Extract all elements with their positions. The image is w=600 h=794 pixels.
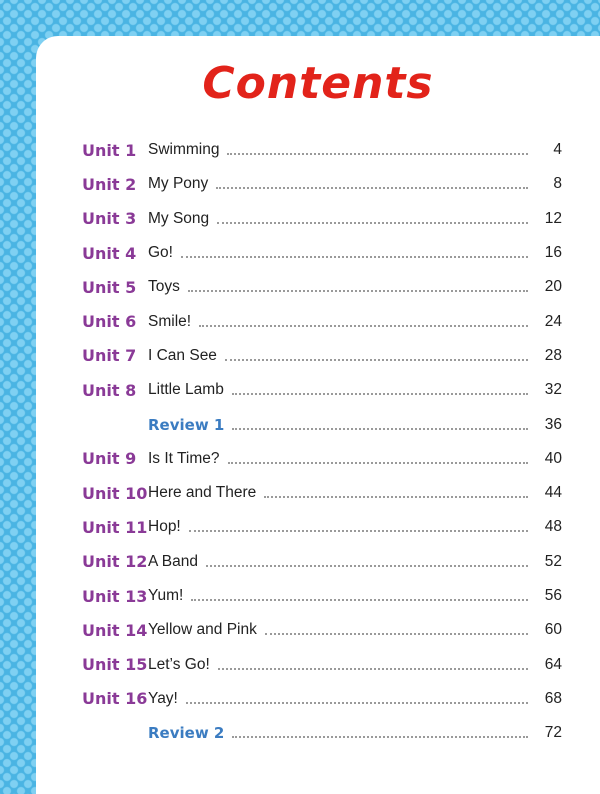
unit-title: My Song bbox=[148, 209, 210, 227]
page-number: 40 bbox=[544, 449, 562, 467]
unit-title: Yellow and Pink bbox=[148, 621, 257, 639]
dot-leader bbox=[228, 462, 529, 464]
unit-title: Toys bbox=[148, 278, 180, 296]
page-number: 72 bbox=[544, 724, 562, 742]
unit-title: Yum! bbox=[148, 587, 184, 604]
toc-entry bbox=[82, 304, 562, 338]
unit-label: Unit 15 bbox=[82, 655, 148, 675]
unit-title: Smile! bbox=[148, 312, 192, 330]
page-title: Contents bbox=[202, 58, 434, 109]
dot-leader bbox=[232, 736, 528, 738]
page-number: 28 bbox=[544, 346, 562, 364]
unit-title: Let’s Go! bbox=[148, 655, 210, 673]
page-number: 52 bbox=[544, 552, 562, 570]
dot-leader bbox=[264, 496, 528, 498]
unit-title: My Pony bbox=[148, 175, 209, 193]
toc-entry bbox=[82, 167, 562, 201]
page-number: 20 bbox=[544, 278, 562, 296]
toc-entry bbox=[82, 613, 562, 647]
dot-leader bbox=[225, 359, 528, 361]
unit-title: I Can See bbox=[148, 346, 217, 364]
toc-entry bbox=[82, 647, 562, 681]
dot-leader bbox=[186, 702, 528, 704]
unit-title: Is It Time? bbox=[148, 449, 220, 467]
page-number: 36 bbox=[544, 415, 562, 433]
unit-title: Swimming bbox=[148, 141, 220, 159]
toc-entry bbox=[82, 682, 562, 716]
unit-label: Unit 7 bbox=[82, 346, 137, 366]
page-number: 8 bbox=[553, 175, 562, 193]
unit-label: Unit 9 bbox=[82, 449, 137, 469]
unit-label: Unit 14 bbox=[82, 620, 148, 640]
page-number: 4 bbox=[553, 141, 562, 159]
unit-label: Unit 11 bbox=[82, 517, 148, 537]
toc-entry bbox=[82, 373, 562, 407]
toc-review-entry bbox=[82, 716, 562, 750]
unit-title: Go! bbox=[148, 244, 173, 262]
page-number: 16 bbox=[544, 244, 562, 262]
unit-title: Little Lamb bbox=[148, 381, 224, 399]
dot-leader bbox=[191, 599, 528, 601]
page-number: 12 bbox=[544, 209, 562, 227]
page-number: 68 bbox=[544, 689, 562, 707]
page-number: 24 bbox=[544, 312, 562, 330]
page-number: 60 bbox=[544, 621, 562, 639]
dot-leader bbox=[232, 393, 528, 395]
toc-entry bbox=[82, 510, 562, 544]
toc-entry bbox=[82, 270, 562, 304]
unit-label: Unit 4 bbox=[82, 243, 137, 263]
review-title: Review 1 bbox=[148, 415, 225, 434]
unit-label: Unit 16 bbox=[82, 689, 148, 709]
toc-entry bbox=[82, 442, 562, 476]
unit-label: Unit 5 bbox=[82, 277, 137, 297]
toc-entry bbox=[82, 236, 562, 270]
dot-leader bbox=[188, 290, 528, 292]
dot-leader bbox=[218, 668, 528, 670]
page-number: 56 bbox=[544, 587, 562, 604]
unit-title: A Band bbox=[148, 552, 198, 570]
dot-leader bbox=[181, 256, 528, 258]
toc-entry bbox=[82, 545, 562, 579]
page-number: 64 bbox=[544, 655, 562, 673]
toc-entry bbox=[82, 133, 562, 167]
unit-label: Unit 12 bbox=[82, 552, 148, 572]
unit-title: Hop! bbox=[148, 518, 181, 536]
dot-leader bbox=[227, 153, 528, 155]
contents-page bbox=[36, 36, 600, 794]
toc-entry bbox=[82, 202, 562, 236]
unit-label: Unit 13 bbox=[82, 586, 148, 606]
review-title: Review 2 bbox=[148, 724, 225, 743]
page-number: 48 bbox=[544, 518, 562, 536]
dot-leader bbox=[265, 633, 528, 635]
toc-entry bbox=[82, 339, 562, 373]
unit-label: Unit 6 bbox=[82, 312, 137, 332]
dot-leader bbox=[216, 187, 528, 189]
page-number: 44 bbox=[544, 484, 562, 502]
unit-label: Unit 2 bbox=[82, 174, 137, 194]
dot-leader bbox=[199, 325, 528, 327]
page-number: 32 bbox=[544, 381, 562, 399]
unit-title: Here and There bbox=[148, 484, 257, 502]
unit-title: Yay! bbox=[148, 689, 178, 707]
dot-leader bbox=[232, 428, 528, 430]
unit-label: Unit 10 bbox=[82, 483, 148, 503]
unit-label: Unit 8 bbox=[82, 380, 137, 400]
unit-label: Unit 1 bbox=[82, 140, 137, 160]
dot-leader bbox=[189, 530, 528, 532]
toc-entry bbox=[82, 476, 562, 510]
toc-review-entry bbox=[82, 407, 562, 441]
dot-leader bbox=[206, 565, 528, 567]
unit-label: Unit 3 bbox=[82, 209, 137, 229]
toc-entry bbox=[82, 579, 562, 613]
table-of-contents bbox=[82, 133, 562, 750]
dot-leader bbox=[217, 222, 528, 224]
